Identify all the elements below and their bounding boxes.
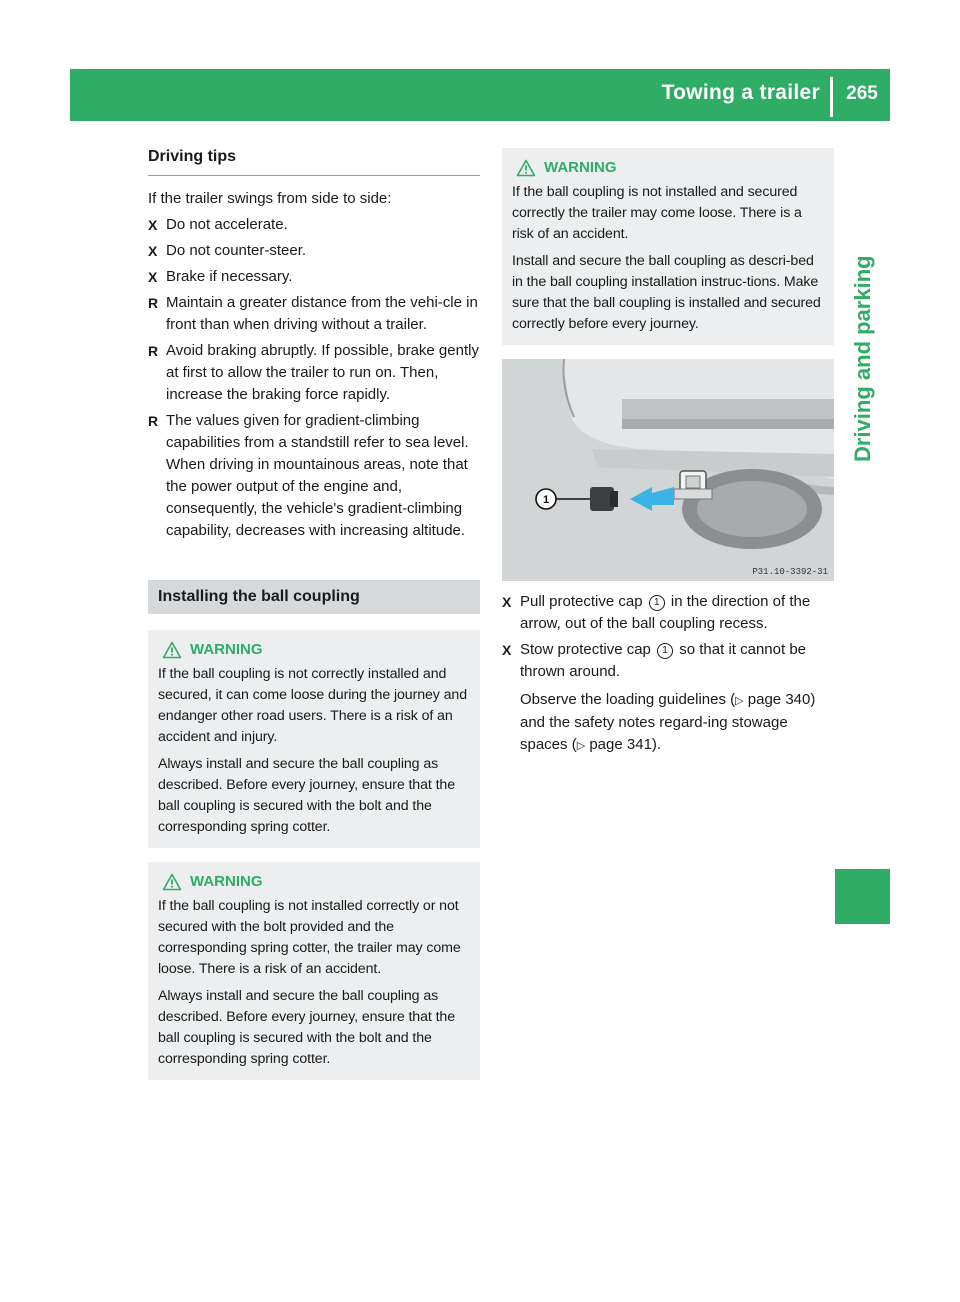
warning-label: WARNING [190,873,263,890]
header-divider [830,77,833,117]
warning-box [148,630,480,848]
page-reference-icon: ▷ [576,740,586,752]
intro-text: If the trailer swings from side to side: [148,190,392,207]
warning-text: Install and secure the ball coupling as descri-bed in the ball coupling installation instruc-tions. Make sure that the ball coupling is installed and secured correctly before every journey. [512,253,821,332]
left-column [148,148,480,1080]
warning-text: If the ball coupling is not correctly installed and secured, it can come loose during the journey and endanger other road users. There is a risk of an accident and injury. [158,666,467,745]
figure-callout: 1 [542,494,550,506]
callout-number: 1 [657,643,673,659]
bullet-marker-icon: R [148,343,159,359]
bullet-marker-icon: R [148,413,159,429]
warning-text: Always install and secure the ball coupling as described. Before every journey, ensure that the ball coupling is secured with the bolt and the corresponding spring cotter. [158,756,455,835]
step-list [502,591,834,757]
section-title-driving-tips: Driving tips [148,148,480,176]
warning-label: WARNING [190,641,263,658]
page-reference-link[interactable]: page 341 [589,736,652,753]
action-marker-icon: X [502,594,512,610]
warning-box [148,862,480,1080]
page-reference-icon: ▷ [735,695,744,707]
warning-box [502,148,834,345]
list-item: X Brake if necessary. [148,266,480,288]
section-title-ball-coupling: Installing the ball coupling [148,580,480,614]
figure-code: P31.10-3392-31 [752,567,828,577]
warning-text: If the ball coupling is not installed correctly or not secured with the bolt provided and the corresponding spring cotter, the trailer may come loose. There is a risk of an accident. [158,898,461,977]
warning-text: Always install and secure the ball coupling as described. Before every journey, ensure that the ball coupling is secured with the bolt and the corresponding spring cotter. [158,988,455,1067]
warning-label: WARNING [544,159,617,176]
warning-triangle-icon [516,159,536,177]
car-rear-illustration [502,359,834,581]
action-marker-icon: X [148,217,158,233]
warning-triangle-icon [162,873,182,891]
list-item: X Pull protective cap 1 in the direction of the arrow, out of the ball coupling recess. [502,593,811,632]
right-column [502,148,834,757]
list-item: R Avoid braking abruptly. If possible, brake gently at first to allow the trailer to run on. Then, increase the braking force rapidly. [148,342,479,403]
page-reference-link[interactable]: page 340 [747,691,811,708]
bullet-marker-icon: R [148,295,159,311]
list-item: X Stow protective cap 1 so that it cannot be thrown around. Observe the loading guidelines (▷ page 340) and the safety notes regard-ing stowage spaces (▷ page 341). [502,639,834,757]
list-item: X Do not counter-steer. [148,240,480,262]
side-marker [835,869,890,924]
action-list [148,214,480,542]
action-marker-icon: X [148,243,158,259]
action-marker-icon: X [148,269,158,285]
ball-coupling-illustration [502,359,834,581]
page-number: 265 [846,83,878,104]
list-item: X Do not accelerate. [148,214,480,236]
header-bar [70,69,890,121]
list-item: R The values given for gradient-climbing capabilities from a standstill refer to sea level. When driving in mountainous areas, note that the power output of the engine and, consequently, the vehicle's gradient-climbing capability, decreases with increasing altitude. [148,412,469,539]
side-tab-label: Driving and parking [850,255,875,462]
loading-note: Observe the loading guidelines (▷ page 340) and the safety notes regard-ing stowage spaces (▷ page 341). [520,691,816,753]
callout-number: 1 [649,595,665,611]
warning-text: If the ball coupling is not installed and secured correctly the trailer may come loose. There is a risk of an accident. [512,184,802,242]
chapter-title: Towing a trailer [661,81,820,104]
warning-triangle-icon [162,641,182,659]
list-item: R Maintain a greater distance from the vehi-cle in front than when driving without a trailer. [148,294,478,333]
action-marker-icon: X [502,642,512,658]
